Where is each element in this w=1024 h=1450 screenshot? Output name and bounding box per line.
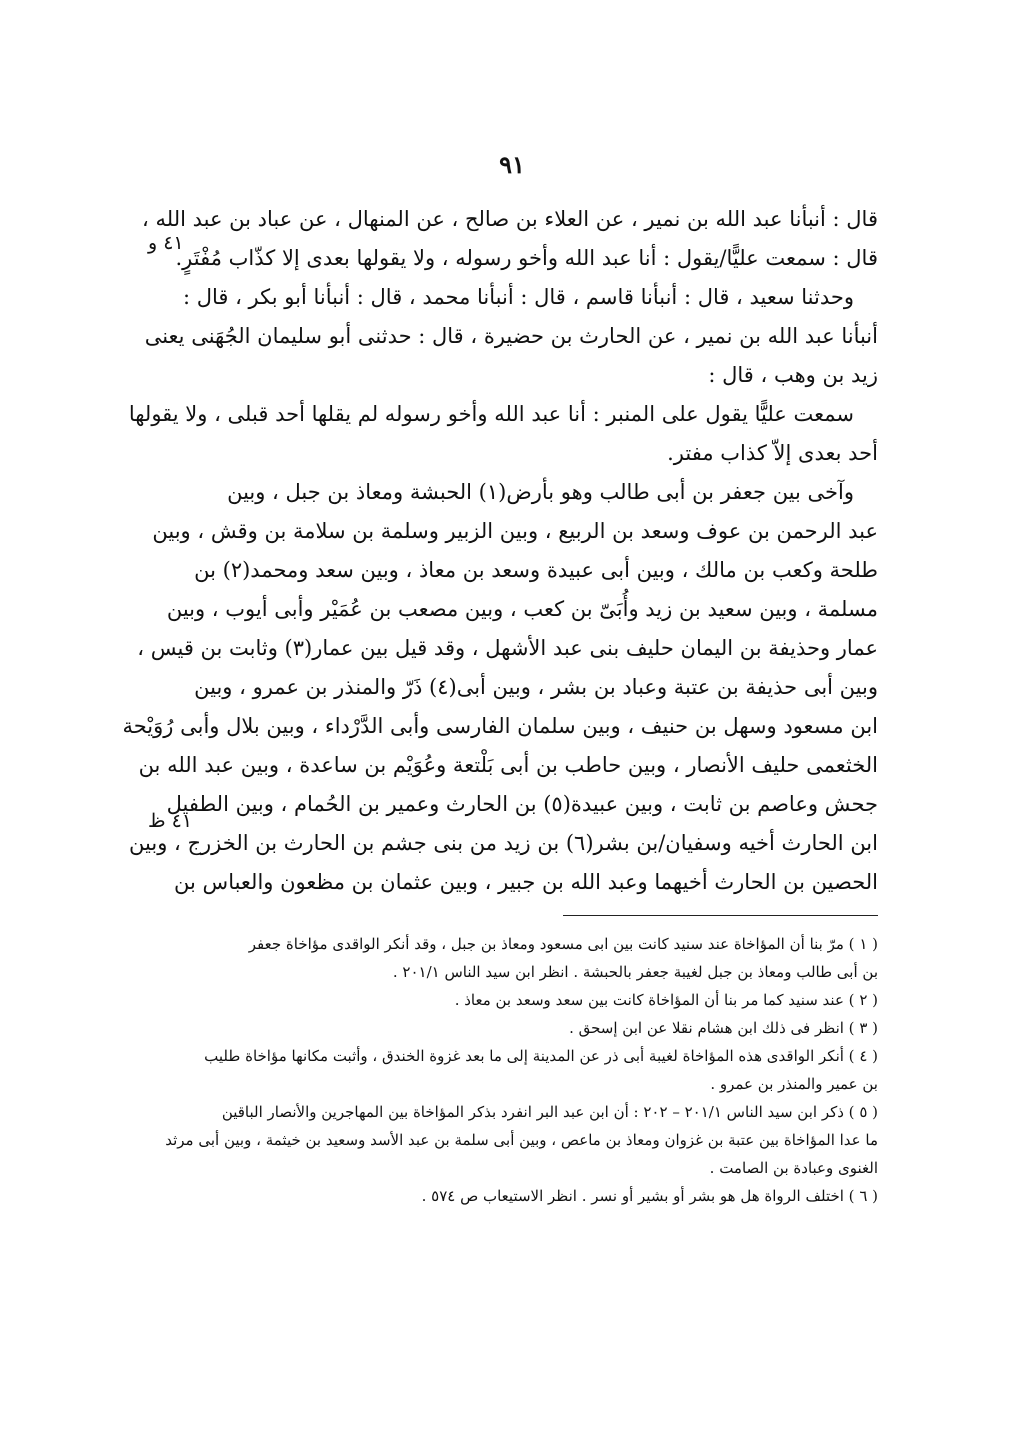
footnote-line: بن عمير والمنذر بن عمرو . — [710, 1075, 878, 1093]
footnote-line: ( ٦ ) اختلف الرواة هل هو بشر أو بشير أو نسر . انظر الاستيعاب ص ٥٧٤ . — [421, 1187, 878, 1205]
text-line: جحش وعاصم بن ثابت ، وبين عبيدة(٥) بن الحارث وعمير بن الحُمام ، وبين الطفيل — [166, 792, 878, 816]
footnote-line: ( ٤ ) أنكر الواقدى هذه المؤاخاة لغيبة أبى ذر عن المدينة إلى ما بعد غزوة الخندق ، وأثبت مكانها مؤاخاة طليب — [204, 1047, 878, 1065]
text-line: أنبأنا عبد الله بن نمير ، عن الحارث بن حضيرة ، قال : حدثنى أبو سليمان الجُهَنى يعنى — [144, 324, 878, 348]
text-line: وبين أبى حذيفة بن عتبة وعباد بن بشر ، وبين أبى(٤) ذَرّ والمنذر بن عمرو ، وبين — [194, 675, 878, 699]
footnote-divider — [563, 915, 878, 916]
footnote-line: الغنوى وعبادة بن الصامت . — [709, 1159, 878, 1177]
footnote-line: ( ٣ ) انظر فى ذلك ابن هشام نقلا عن ابن إسحق . — [569, 1019, 878, 1037]
text-line: قال : أنبأنا عبد الله بن نمير ، عن العلاء بن صالح ، عن المنهال ، عن عباد بن عبد الله ، — [142, 207, 878, 231]
footnote-line: ( ٥ ) ذكر ابن سيد الناس ٢٠١/١ – ٢٠٢ : أن ابن عبد البر انفرد بذكر المؤاخاة بين المهاجرين والأنصار الباقين — [221, 1103, 878, 1121]
footnote-line: بن أبى طالب ومعاذ بن جبل لغيبة جعفر بالحبشة . انظر ابن سيد الناس ٢٠١/١ . — [392, 963, 878, 981]
text-line: وآخى بين جعفر بن أبى طالب وهو بأرض(١) الحبشة ومعاذ بن جبل ، وبين — [227, 480, 854, 504]
footnotes — [165, 930, 878, 1210]
text-line: زيد بن وهب ، قال : — [708, 363, 878, 387]
text-line: عمار وحذيفة بن اليمان حليف بنى عبد الأشهل ، وقد قيل بين عمار(٣) وثابت بن قيس ، — [137, 636, 878, 660]
footnote-line: ( ٢ ) عند سنيد كما مر بنا أن المؤاخاة كانت بين سعد وسعد بن معاذ . — [454, 991, 878, 1009]
footnote-line: ما عدا المؤاخاة بين عتبة بن غزوان ومعاذ بن ماعص ، وبين أبى سلمة بن عبد الأسد وسعيد بن خيثمة ، وبين أبى مرثد — [165, 1131, 878, 1149]
text-line: مسلمة ، وبين سعيد بن زيد وأُبَىّ بن كعب ، وبين مصعب بن عُمَيْر وأبى أيوب ، وبين — [166, 597, 878, 621]
text-line: ابن الحارث أخيه وسفيان/بن بشر(٦) بن زيد من بنى جشم بن الحارث بن الخزرج ، وبين — [129, 831, 878, 855]
text-line: الحصين بن الحارث أخيهما وعبد الله بن جبير ، وبين عثمان بن مظعون والعباس بن — [174, 870, 878, 894]
footnote-line: ( ١ ) مرّ بنا أن المؤاخاة عند سنيد كانت بين ابى مسعود ومعاذ بن جبل ، وقد أنكر الواقدى مؤاخاة جعفر — [248, 935, 878, 953]
text-line: عبد الرحمن بن عوف وسعد بن الربيع ، وبين الزبير وسلمة بن سلامة بن وقش ، وبين — [152, 519, 878, 543]
text-line: طلحة وكعب بن مالك ، وبين أبى عبيدة وسعد بن معاذ ، وبين سعد ومحمد(٢) بن — [194, 558, 878, 582]
text-line: أحد بعدى إلاّ كذاب مفتر. — [667, 441, 878, 465]
margin-folio-note: ٤١ و — [148, 232, 184, 254]
text-line: ابن مسعود وسهل بن حنيف ، وبين سلمان الفارسى وأبى الدَّرْداء ، وبين بلال وأبى رُوَيْحة — [122, 714, 878, 738]
text-line: الخثعمى حليف الأنصار ، وبين حاطب بن أبى بَلْتعة وعُوَيْم بن ساعدة ، وبين عبد الله بن — [138, 753, 878, 777]
margin-folio-note: ٤١ ظ — [148, 810, 193, 832]
text-line: قال : سمعت عليًّا/يقول : أنا عبد الله وأخو رسوله ، ولا يقولها بعدى إلا كذّاب مُفْتَرٍ. — [175, 246, 878, 270]
page-number: ٩١ — [499, 150, 525, 179]
text-line: سمعت عليًّا يقول على المنبر : أنا عبد الله وأخو رسوله لم يقلها أحد قبلى ، ولا يقولها — [128, 402, 854, 426]
text-line: وحدثنا سعيد ، قال : أنبأنا قاسم ، قال : أنبأنا محمد ، قال : أنبأنا أبو بكر ، قال : — [182, 285, 854, 309]
